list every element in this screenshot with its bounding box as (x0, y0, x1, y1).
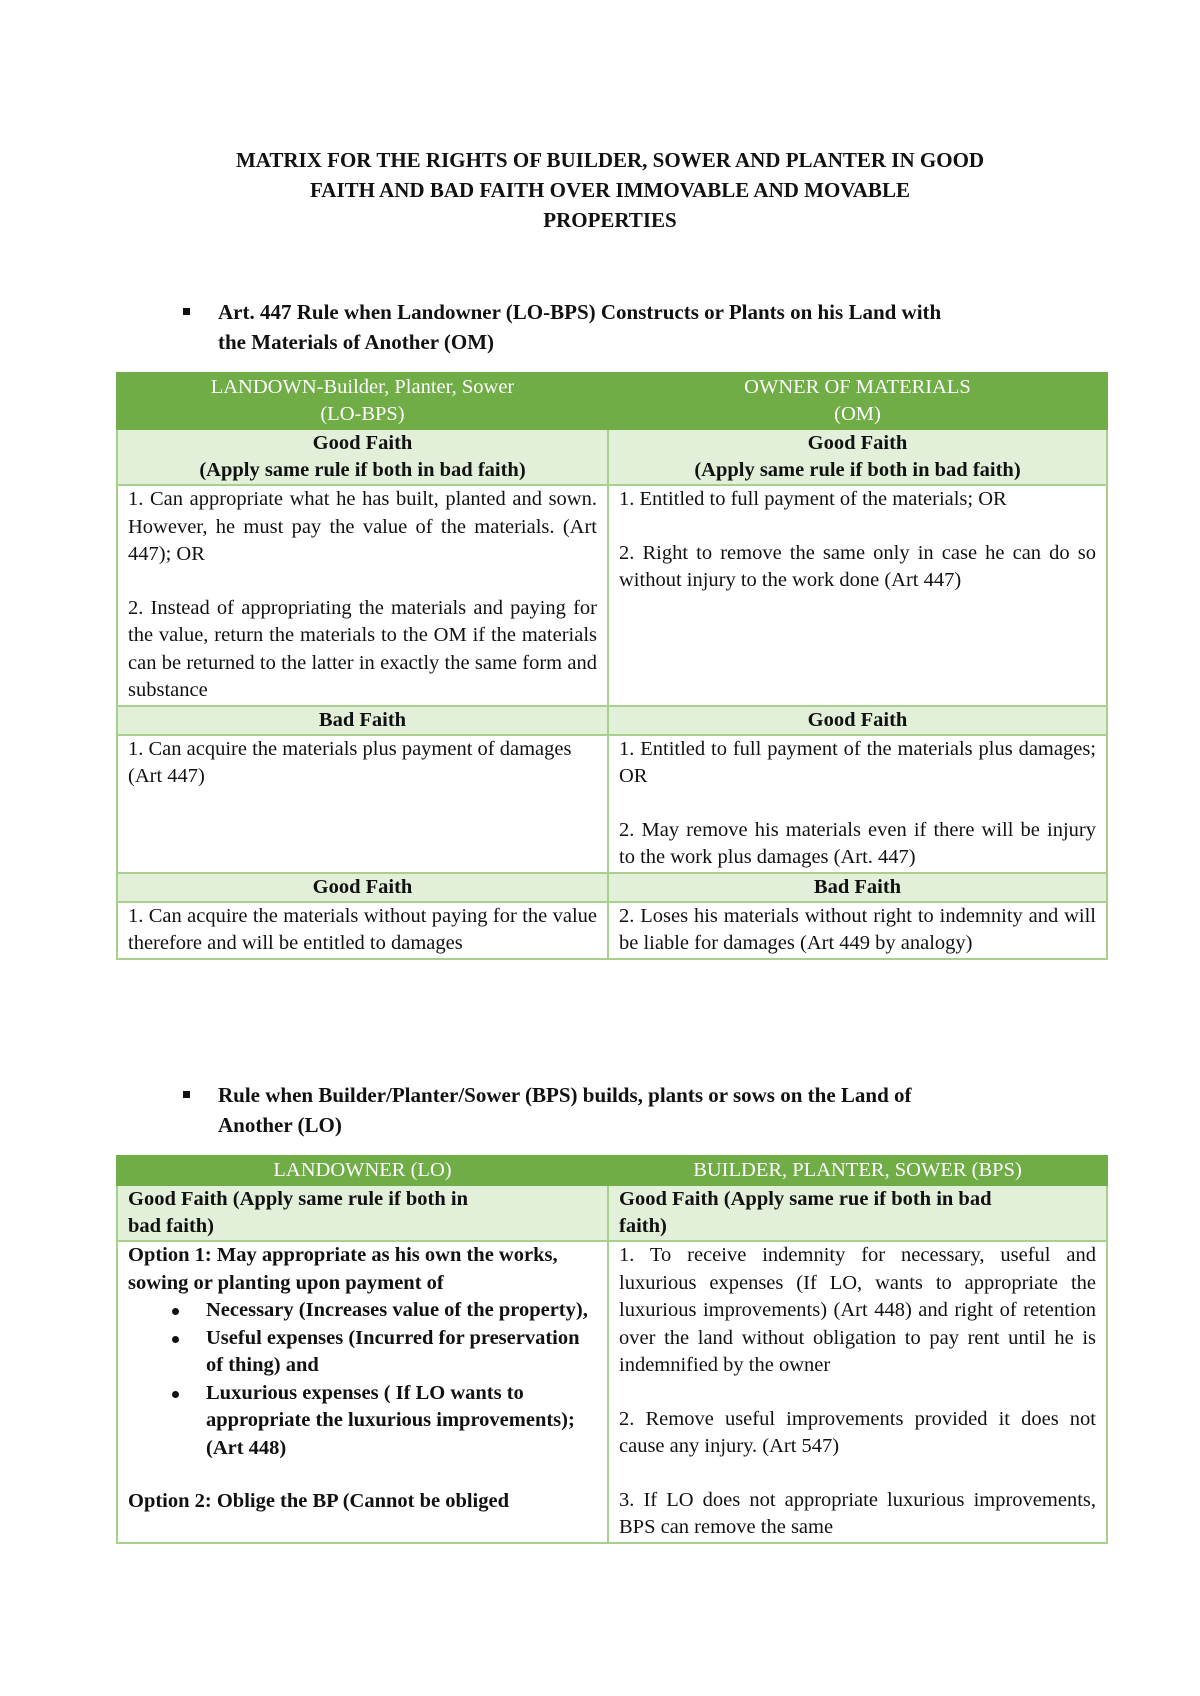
section2-table (116, 1155, 1108, 1544)
header-line: OWNER OF MATERIALS (744, 376, 971, 398)
rule-text: 1. Entitled to full payment of the materials plus damages; OR (619, 737, 1096, 787)
header-line: (OM) (834, 403, 881, 425)
subheader-line: bad faith) (128, 1215, 215, 1237)
rule-text: 1. Entitled to full payment of the materials; OR (619, 488, 1007, 510)
rule-text: 2. Right to remove the same only in case he can do so without injury to the work done (Art 447) (619, 541, 1096, 591)
faith-subheader (117, 429, 608, 485)
option-2-text: Option 2: Oblige the BP (Cannot be obliged (128, 1490, 510, 1512)
rule-text: 2. Loses his materials without right to indemnity and will be liable for damages (Art 449 by analogy) (619, 904, 1096, 954)
rule-text: 3. If LO does not appropriate luxurious improvements, BPS can remove the same (619, 1488, 1096, 1538)
section1-heading (183, 297, 1083, 357)
faith-subheader (608, 1185, 1107, 1241)
subheader-line: Good Faith (312, 432, 413, 454)
column-header-builder-planter-sower: BUILDER, PLANTER, SOWER (BPS) (608, 1156, 1107, 1185)
rule-cell (608, 902, 1107, 959)
option-1-text: Option 1: May appropriate as his own the works, sowing or planting upon payment of (128, 1244, 558, 1294)
section1-heading-line-1: Art. 447 Rule when Landowner (LO-BPS) Constructs or Plants on his Land with (218, 300, 942, 324)
square-bullet-icon (183, 1091, 190, 1098)
rule-cell (117, 485, 608, 706)
section1-table (116, 372, 1108, 960)
rule-cell (608, 735, 1107, 873)
rule-cell (117, 902, 608, 959)
rule-text: 2. May remove his materials even if there will be injury to the work plus damages (Art. 447) (619, 818, 1096, 868)
rule-text: 1. Can appropriate what he has built, planted and sown. However, he must pay the value of the materials. (Art 447); OR (128, 488, 597, 565)
section2-heading (183, 1080, 1083, 1140)
section2-heading-line-1: Rule when Builder/Planter/Sower (BPS) builds, plants or sows on the Land of (218, 1083, 912, 1107)
expense-list (128, 1297, 597, 1462)
rule-cell (608, 1241, 1107, 1543)
header-line: (LO-BPS) (320, 403, 405, 425)
section1-heading-line-2: the Materials of Another (OM) (218, 330, 495, 354)
faith-subheader: Good Faith (608, 706, 1107, 735)
subheader-line: (Apply same rule if both in bad faith) (694, 459, 1021, 481)
document-title (150, 145, 1070, 235)
title-line-3: PROPERTIES (543, 208, 677, 232)
rule-text: 2. Instead of appropriating the materials and paying for the value, return the materials to the OM if the materials can be returned to the latter in exactly the same form and substance (128, 596, 597, 701)
faith-subheader (608, 429, 1107, 485)
rule-text: 1. Can acquire the materials without paying for the value therefore and will be entitled to damages (128, 904, 597, 954)
faith-subheader (117, 1185, 608, 1241)
list-item: Luxurious expenses ( If LO wants to appropriate the luxurious improvements); (Art 448) (206, 1380, 597, 1463)
list-item: Necessary (Increases value of the property), (206, 1297, 597, 1325)
column-header-landowner (117, 373, 608, 429)
subheader-line: Good Faith (807, 432, 908, 454)
subheader-line: Good Faith (Apply same rule if both in (128, 1188, 468, 1210)
rule-text: 1. To receive indemnity for necessary, useful and luxurious expenses (If LO, wants to appropriate the luxurious improvements) (Art 448) and right of retention over the land without obligation to pay rent until he is indemnified by the owner (619, 1244, 1096, 1376)
list-item: Useful expenses (Incurred for preservation of thing) and (206, 1325, 597, 1380)
faith-subheader: Bad Faith (608, 873, 1107, 902)
subheader-line: faith) (619, 1215, 667, 1237)
rule-text: 2. Remove useful improvements provided it does not cause any injury. (Art 547) (619, 1407, 1096, 1457)
title-line-2: FAITH AND BAD FAITH OVER IMMOVABLE AND MOVABLE (310, 178, 910, 202)
header-line: LANDOWN-Builder, Planter, Sower (210, 376, 515, 398)
subheader-line: Good Faith (Apply same rue if both in bad (619, 1188, 992, 1210)
square-bullet-icon (183, 308, 190, 315)
rule-cell (117, 735, 608, 873)
rule-cell (117, 1241, 608, 1543)
rule-text: 1. Can acquire the materials plus payment of damages (Art 447) (128, 737, 572, 787)
title-line-1: MATRIX FOR THE RIGHTS OF BUILDER, SOWER AND PLANTER IN GOOD (235, 148, 985, 172)
rule-cell (608, 485, 1107, 706)
column-header-owner-materials (608, 373, 1107, 429)
faith-subheader: Bad Faith (117, 706, 608, 735)
column-header-landowner: LANDOWNER (LO) (117, 1156, 608, 1185)
section2-heading-line-2: Another (LO) (218, 1113, 342, 1137)
faith-subheader: Good Faith (117, 873, 608, 902)
subheader-line: (Apply same rule if both in bad faith) (199, 459, 526, 481)
